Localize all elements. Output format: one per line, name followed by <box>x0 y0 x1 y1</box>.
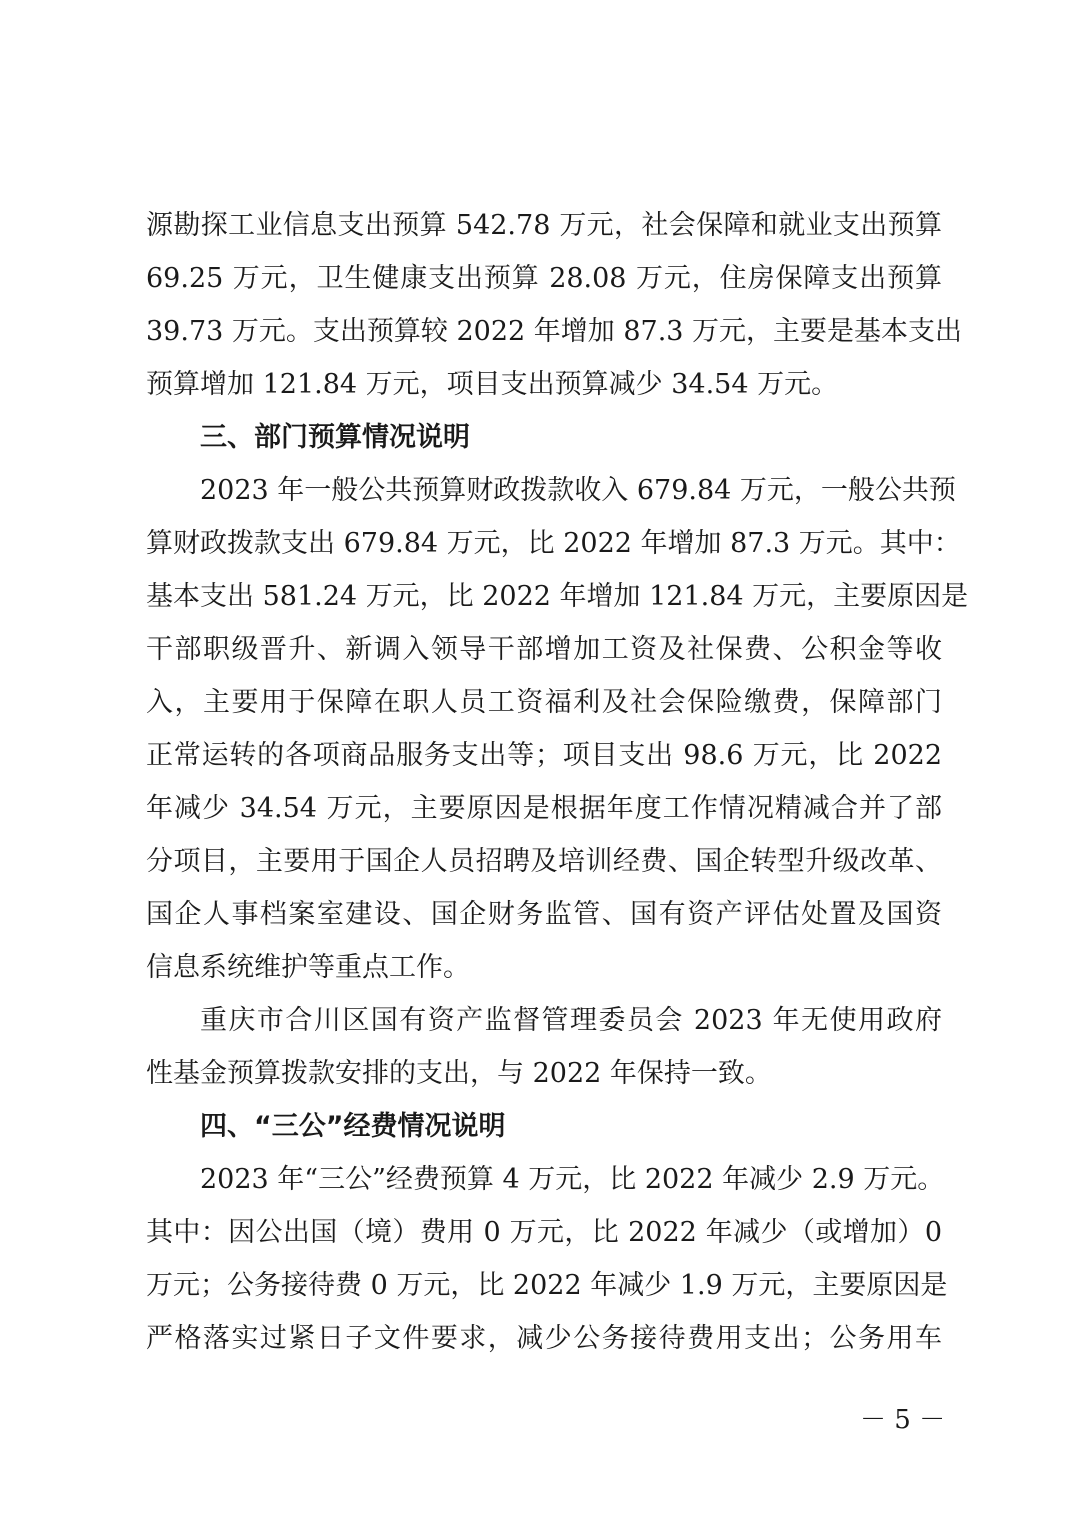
body-text-line: 2023 年一般公共预算财政拨款收入 679.84 万元，一般公共预 <box>200 475 956 506</box>
body-text-line: 性基金预算拨款安排的支出，与 2022 年保持一致。 <box>146 1058 772 1089</box>
body-text-line: 国企人事档案室建设、国企财务监管、国有资产评估处置及国资 <box>146 899 942 930</box>
body-text-line: 基本支出 581.24 万元，比 2022 年增加 121.84 万元，主要原因是 <box>146 581 969 612</box>
page-number: － 5 － <box>860 1405 946 1435</box>
body-text-line: 正常运转的各项商品服务支出等；项目支出 98.6 万元，比 2022 <box>146 740 942 771</box>
body-text-line: 39.73 万元。支出预算较 2022 年增加 87.3 万元，主要是基本支出 <box>146 316 963 347</box>
body-text-line: 分项目，主要用于国企人员招聘及培训经费、国企转型升级改革、 <box>146 846 942 877</box>
body-text-line: 入，主要用于保障在职人员工资福利及社会保险缴费，保障部门 <box>146 687 942 718</box>
body-text-line: 69.25 万元，卫生健康支出预算 28.08 万元，住房保障支出预算 <box>146 263 942 294</box>
body-text-line: 万元；公务接待费 0 万元，比 2022 年减少 1.9 万元，主要原因是 <box>146 1270 948 1301</box>
body-text-line: 严格落实过紧日子文件要求，减少公务接待费用支出；公务用车 <box>146 1323 942 1354</box>
body-text-line: 2023 年“三公”经费预算 4 万元，比 2022 年减少 2.9 万元。 <box>200 1164 945 1195</box>
body-text-line: 预算增加 121.84 万元，项目支出预算减少 34.54 万元。 <box>146 369 839 400</box>
body-text-line: 其中：因公出国（境）费用 0 万元，比 2022 年减少（或增加）0 <box>146 1217 942 1248</box>
body-text-line: 算财政拨款支出 679.84 万元，比 2022 年增加 87.3 万元。其中： <box>146 528 961 559</box>
section-heading-4: 四、“三公”经费情况说明 <box>200 1111 506 1142</box>
body-text-line: 源勘探工业信息支出预算 542.78 万元，社会保障和就业支出预算 <box>146 210 942 241</box>
section-heading-3: 三、部门预算情况说明 <box>200 422 470 453</box>
body-text-line: 干部职级晋升、新调入领导干部增加工资及社保费、公积金等收 <box>146 634 942 665</box>
body-text-line: 信息系统维护等重点工作。 <box>146 952 470 983</box>
body-text-line: 重庆市合川区国有资产监督管理委员会 2023 年无使用政府 <box>200 1005 942 1036</box>
body-text-line: 年减少 34.54 万元，主要原因是根据年度工作情况精减合并了部 <box>146 793 942 824</box>
